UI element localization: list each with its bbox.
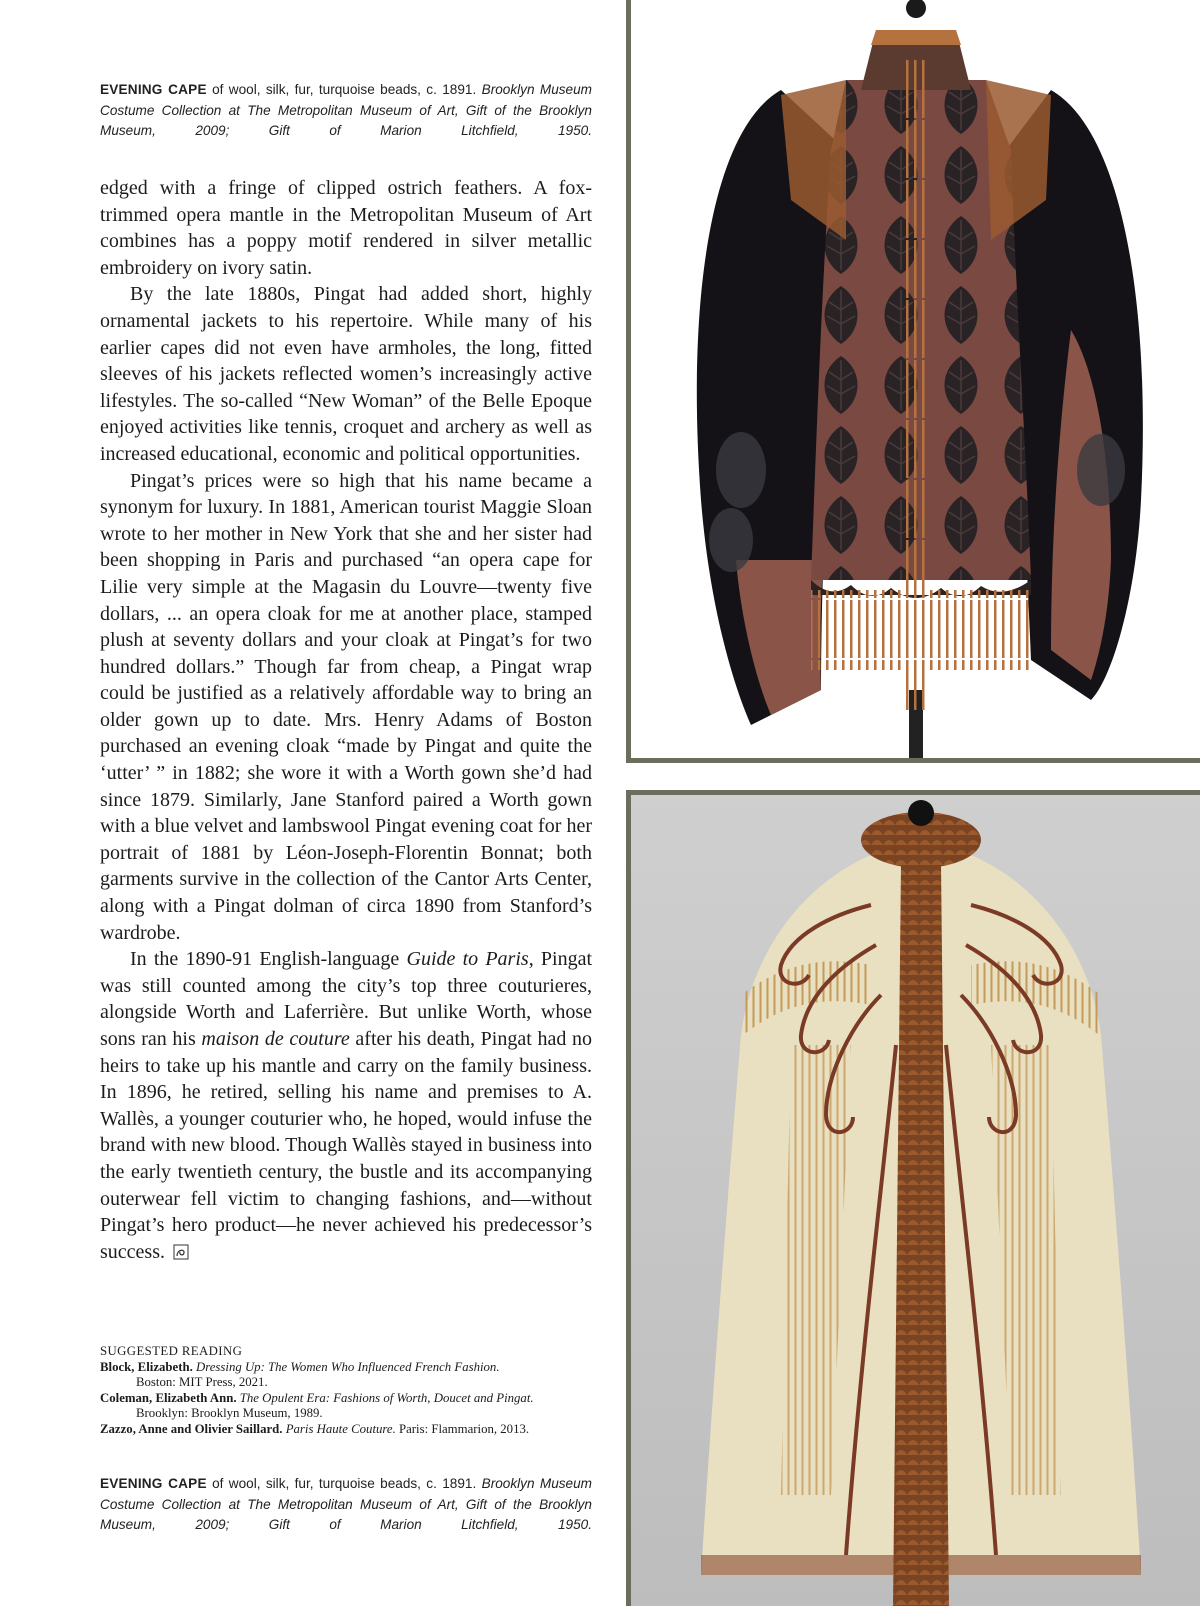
end-of-article-icon — [173, 1244, 189, 1260]
stand-knob — [908, 800, 934, 826]
ref-title: Paris Haute Couture. — [285, 1421, 396, 1436]
caption-top-lead: EVENING CAPE — [100, 82, 207, 97]
caption-bottom-credit: Brooklyn Museum Costume Collection at The Metropolitan Museum of Art, Gift of the Brooklyn Museum, 2009; Gift of Marion Litchfield, 1950. — [100, 1476, 592, 1532]
caption-top-plain: of wool, silk, fur, turquoise beads, c. 1891. — [206, 82, 482, 97]
suggested-reading — [100, 1344, 592, 1438]
ref-publisher: Brooklyn: Brooklyn Museum, 1989. — [136, 1406, 323, 1421]
ref-title: The Opulent Era: Fashions of Worth, Doucet and Pingat. — [239, 1390, 534, 1405]
ref-author: Block, Elizabeth. — [100, 1359, 193, 1374]
article-paragraph-2: By the late 1880s, Pingat had added short, highly ornamental jackets to his repertoire. While many of his earlier capes did not even have armholes, the long, fitted sleeves of his jackets reflected women’s increasingly active lifestyles. The so-called “New Woman” of the Belle Epoque enjoyed activities like tennis, croquet and archery as well as increased educational, economic and political opportunities. — [100, 283, 592, 465]
reading-title: SUGGESTED READING — [100, 1344, 243, 1358]
p4-guide-title: Guide to Paris — [406, 948, 529, 971]
reading-ref — [100, 1360, 592, 1391]
ref-publisher: Boston: MIT Press, 2021. — [136, 1375, 268, 1390]
reading-ref — [100, 1391, 592, 1422]
p4-text-c: , Pingat was still counted among the city’s top three couturieres, alongside Worth and Laferrière. But unlike Worth, whose sons ran his — [100, 948, 592, 1050]
p4-text-e: after his death, Pingat had no heirs to take up his mantle and carry on the family business. In 1896, he retired, selling his name and premises to A. Wallès, a younger couturier who, he hoped, would infuse the brand with new blood. Though Wallès stayed in business into the early twentieth century, the bustle and its accompanying outerwear fell victim to changing fashions, and—without Pingat’s hero product—he never achieved his predecessor’s success. — [100, 1028, 592, 1263]
caption-bottom-lead: EVENING CAPE — [100, 1476, 207, 1491]
ref-title: Dressing Up: The Women Who Influenced French Fashion. — [196, 1359, 500, 1374]
stand-knob — [906, 0, 926, 18]
caption-top — [100, 80, 592, 142]
jacket-photo — [631, 0, 1200, 758]
fur-trim — [893, 865, 949, 1606]
p4-text-a: In the 1890-91 English-language — [130, 948, 407, 971]
p4-maison-term: maison de couture — [201, 1028, 350, 1050]
article-body — [100, 175, 592, 1265]
caption-bottom-plain: of wool, silk, fur, turquoise beads, c. 1891. — [206, 1476, 482, 1491]
jacket-illustration — [631, 0, 1200, 758]
article-paragraph-3: Pingat’s prices were so high that his name became a synonym for luxury. In 1881, American tourist Maggie Sloan wrote to her mother in New York that she and her sister had been shopping in Paris and purchased “an opera cape for Lilie very simple at the Magasin du Louvre—twenty five dollars, ... an opera cloak for me at another place, stamped plush at seventy dollars and your cloak at Pingat’s for two hundred dollars.” Though far from cheap, a Pingat wrap could be justified as a relatively affordable way to bring an older gown up to date. Mrs. Henry Adams of Boston purchased an evening cloak “made by Pingat and quite the ‘utter’ ” in 1882; she wore it with a Worth gown she’d had since 1879. Similarly, Jane Stanford paired a Worth gown with a blue velvet and lambswool Pingat evening coat for her portrait of 1881 by Léon-Joseph-Florentin Bonnat; both garments survive in the collection of the Cantor Arts Center, along with a Pingat dolman of circa 1890 from Stanford’s wardrobe. — [100, 469, 592, 944]
ref-publisher: Paris: Flammarion, 2013. — [398, 1421, 530, 1436]
caption-bottom — [100, 1474, 592, 1536]
ref-author: Coleman, Elizabeth Ann. — [100, 1390, 237, 1405]
hem-fringe — [811, 590, 1031, 670]
ref-author: Zazzo, Anne and Olivier Saillard. — [100, 1421, 283, 1436]
article-paragraph-4 — [100, 946, 592, 1265]
photo-frame-jacket — [626, 0, 1200, 763]
caption-top-credit: Brooklyn Museum Costume Collection at The Metropolitan Museum of Art, Gift of the Brooklyn Museum, 2009; Gift of Marion Litchfield, 1950. — [100, 82, 592, 138]
photo-frame-cape — [626, 790, 1200, 1606]
cape-illustration — [631, 795, 1200, 1606]
cape-photo — [631, 795, 1200, 1606]
article-paragraph-1: edged with a fringe of clipped ostrich feathers. A fox-trimmed opera mantle in the Metropolitan Museum of Art combines has a poppy motif rendered in silver metallic embroidery on ivory satin. — [100, 177, 592, 279]
reading-ref — [100, 1422, 592, 1438]
